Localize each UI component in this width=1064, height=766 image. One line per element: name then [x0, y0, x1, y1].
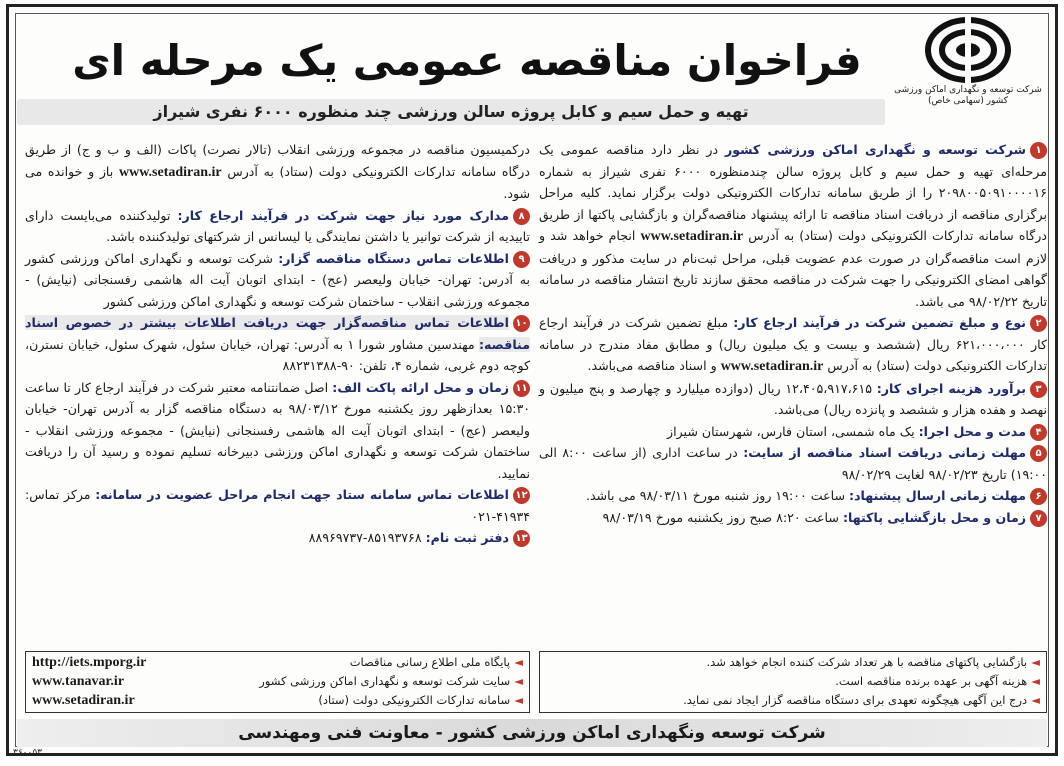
item-number: ۲ [1030, 315, 1047, 332]
item-13 [25, 527, 530, 549]
item-7-cont [25, 139, 530, 205]
right-column [539, 139, 1047, 528]
item-4 [539, 421, 1047, 443]
item-6 [539, 485, 1047, 507]
link-url[interactable]: www.tanavar.ir [32, 674, 125, 689]
item-number: ۵ [1030, 445, 1047, 462]
tender-notice [6, 4, 1058, 756]
item-heading: زمان و محل ارائه پاکت الف: [332, 379, 509, 395]
item-link[interactable]: www.setadiran.ir [118, 164, 222, 180]
item-text: در نظر دارد مناقصه عمومی یک مرحله‌ای تهیه و حمل سیم و کابل پروژه سالن چندمنظوره ۶۰۰۰ نفری شیراز به شماره ۲۰۹۸۰۰۵۰۹۱۰۰۰۰۱۶ را از طریق سامانه تدارکات الکترونیکی دولت برگزار نماید. کلیه مراحل برگزاری مناقصه از دریافت اسناد مناقصه تا ارائه پیشنهاد مناقصه‌گران و بازگشایی پاکتها از طریق درگاه سامانه تدارکات الکترونیکی دولت (ستاد) به آدرس [539, 142, 1047, 243]
item-number: ۸ [513, 208, 530, 225]
item-2 [539, 312, 1047, 378]
item-text: شرکت توسعه و نگهداری اماکن ورزشی کشور به آدرس: تهران- خیابان ولیعصر (عج) - ابتدای اتوبان آیت اله هاشمی رفسنجانی (نیایش) - مجموعه ورزشی انقلاب - ساختمان شرکت توسعه و نگهداری اماکن ورزشی کشور [25, 250, 530, 309]
item-number: ۱۳ [513, 530, 530, 547]
item-text: در ساعت اداری (از ساعت ۸:۰۰ الی ۱۹:۰۰) تاریخ ۹۸/۰۲/۲۳ لغایت ۹۸/۰۲/۲۹ [539, 445, 1047, 482]
item-8 [25, 205, 530, 248]
item-number: ۱۱ [513, 380, 530, 397]
item-number: ۱ [1030, 142, 1047, 159]
ad-code: ۳۶۰۰۵۳ [13, 748, 43, 758]
left-column [25, 139, 530, 549]
note-item: ◄هزینه آگهی بر عهده برنده مناقصه است. [835, 674, 1040, 688]
item-text: یک ماه شمسی، استان فارس، شهرستان شیراز [667, 423, 915, 439]
item-number: ۱۲ [513, 487, 530, 504]
link-row [32, 672, 523, 691]
logo-caption: شرکت توسعه و نگهداری اماکن ورزشی کشور (سهامی خاص) [894, 85, 1042, 106]
item-text: تولیدکننده می‌بایست دارای تاییدیه از شرکت توانیر یا داشتن نمایندگی یا لیسانس از شرکتهای تولیدکننده باشد. [25, 207, 530, 244]
item-heading: مهلت زمانی دریافت اسناد مناقصه از سایت: [743, 445, 1026, 460]
item-heading: اطلاعات تماس دستگاه مناقصه گزار: [278, 250, 509, 266]
item-text: ۱۲،۴۰۵،۹۱۷،۶۱۵ ریال (دوازده میلیارد و چهارصد و پنج میلیون و نهصد و هفده هزار و ششصد و پانزده ریال) می‌باشد. [539, 380, 1047, 417]
page-subtitle: تهیه و حمل سیم و کابل پروژه سالن ورزشی چند منظوره ۶۰۰۰ نفری شیراز [17, 99, 885, 125]
item-heading: مدت و محل اجرا: [918, 423, 1026, 439]
page-title: فراخوان مناقصه عمومی یک مرحله ای [72, 36, 862, 85]
item-1 [539, 139, 1047, 312]
note-item: ◄درج این آگهی هیچگونه تعهدی برای دستگاه مناقصه گزار ایجاد نمی نماید. [683, 693, 1040, 707]
note-item: ◄بازگشایی پاکتهای مناقصه با هر تعداد شرکت کننده انجام خواهد شد. [706, 655, 1040, 669]
item-number: ۳ [1030, 381, 1047, 398]
link-label: ◄سایت شرکت توسعه و نگهداری اماکن ورزشی کشور [259, 674, 523, 688]
item-text: مرکز تماس: ۴۱۹۳۴-۰۲۱ [25, 487, 530, 524]
bullet-icon: ◄ [514, 674, 523, 688]
company-logo [893, 17, 1043, 112]
link-label: ◄سامانه تدارکات الکترونیکی دولت (ستاد) [318, 693, 523, 707]
item-heading: شرکت توسعه و نگهداری اماکن ورزشی کشور [724, 142, 1026, 157]
item-link[interactable]: www.setadiran.ir [720, 359, 824, 374]
item-number: ۷ [1030, 510, 1047, 527]
link-label: ◄پایگاه ملی اطلاع رسانی مناقصات [349, 655, 523, 669]
item-number: ۹ [513, 251, 530, 268]
bullet-icon: ◄ [1031, 674, 1040, 688]
item-text-cont: انجام خواهد شد و لازم است مناقصه‌گران در صورت عدم عضویت قبلی، مراحل ثبت‌نام در سایت مذکور و دریافت گواهی امضای الکترونیکی را جهت شرکت در مناقصه محقق سازند تاریخ انتشار مناقصه در سامانه تاریخ ۹۸/۰۲/۲۲ می باشد. [539, 228, 1047, 309]
item-7 [539, 507, 1047, 529]
item-heading: اطلاعات تماس مناقصه‌گزار جهت دریافت اطلاعات بیشتر در خصوص اسناد مناقصه: [25, 315, 530, 352]
item-11 [25, 377, 530, 485]
item-text: مهندسین مشاور شورا ۱ به آدرس: تهران، خیابان سئول، شهرک سئول، خیابان نسترن، کوچه دوم غربی، شماره ۴، تلفن: ۹۰-۸۸۲۳۱۳۸۸ [25, 336, 530, 373]
item-text-cont: باز و خوانده می شود. [25, 163, 530, 201]
item-heading: برآورد هزینه اجرای کار: [876, 380, 1026, 396]
item-text: مبلغ تضمین شرکت در فرآیند ارجاع کار ۶۲۱،۰۰۰،۰۰۰ ریال (ششصد و بیست و یک میلیون ریال) و مطابق مفاد مندرج در سامانه تدارکات الکترونیکی دولت (ستاد) به آدرس [539, 315, 1047, 373]
item-text: اصل ضمانتنامه معتبر شرکت در فرآیند ارجاع کار تا ساعت ۱۵:۳۰ بعدازظهر روز یکشنبه مورخ ۹۸/۰۳/۱۲ به دستگاه مناقصه گزار به آدرس تهران- خیابان ولیعصر (عج) - ابتدای اتوبان آیت اله هاشمی رفسنجانی (نیایش) - مجموعه ورزشی انقلاب - ساختمان شرکت توسعه و نگهداری اماکن ورزشی دبیرخانه تسلیم نموده و رسید آن را دریافت نمایید. [25, 379, 530, 481]
item-5 [539, 442, 1047, 485]
link-url[interactable]: http://iets.mporg.ir [32, 655, 147, 670]
link-url[interactable]: www.setadiran.ir [32, 693, 135, 708]
item-heading: اطلاعات تماس سامانه ستاد جهت انجام مراحل عضویت در سامانه: [95, 487, 509, 502]
item-heading: نوع و مبلغ تضمین شرکت در فرآیند ارجاع کار: [733, 315, 1026, 330]
item-text: ساعت ۸:۲۰ صبح روز یکشنبه مورخ ۹۸/۰۳/۱۹ [602, 509, 839, 525]
item-number: ۶ [1030, 488, 1047, 505]
item-number: ۴ [1030, 424, 1047, 441]
item-3 [539, 378, 1047, 421]
links-box [25, 651, 530, 713]
bullet-icon: ◄ [514, 655, 523, 669]
bullet-icon: ◄ [514, 693, 523, 707]
item-link[interactable]: www.setadiran.ir [640, 229, 744, 244]
logo-icon [925, 17, 1011, 83]
link-row [32, 653, 523, 672]
item-text: ساعت ۱۹:۰۰ روز شنبه مورخ ۹۸/۰۳/۱۱ می باشد. [585, 488, 846, 503]
item-heading: زمان و محل بازگشایی پاکتها: [842, 509, 1026, 525]
item-text: ۸۵۱۹۳۷۶۸-۸۸۹۶۹۷۳۷ [308, 530, 422, 545]
bullet-icon: ◄ [1031, 693, 1040, 707]
item-12 [25, 484, 530, 527]
item-10 [25, 312, 530, 377]
item-9 [25, 248, 530, 313]
item-number: ۱۰ [513, 315, 530, 332]
item-heading: دفتر ثبت نام: [425, 530, 509, 545]
item-heading: مدارک مورد نیاز جهت شرکت در فرآیند ارجاع کار: [177, 207, 509, 223]
link-row [32, 691, 523, 710]
item-heading: مهلت زمانی ارسال پیشنهاد: [849, 488, 1026, 503]
notes-box [539, 651, 1047, 713]
item-text: درکمیسیون مناقصه در مجموعه ورزشی انقلاب (تالار نصرت) پاکات (الف و ب و ج) از طریق درگاه سامانه تدارکات الکترونیکی دولت (ستاد) به آدرس [25, 142, 530, 179]
footer-signature: شرکت توسعه ونگهداری اماکن ورزشی کشور - معاونت فنی ومهندسی [17, 719, 1047, 747]
bullet-icon: ◄ [1031, 655, 1040, 669]
item-text-cont: و اسناد مناقصه می‌باشد. [587, 358, 717, 373]
